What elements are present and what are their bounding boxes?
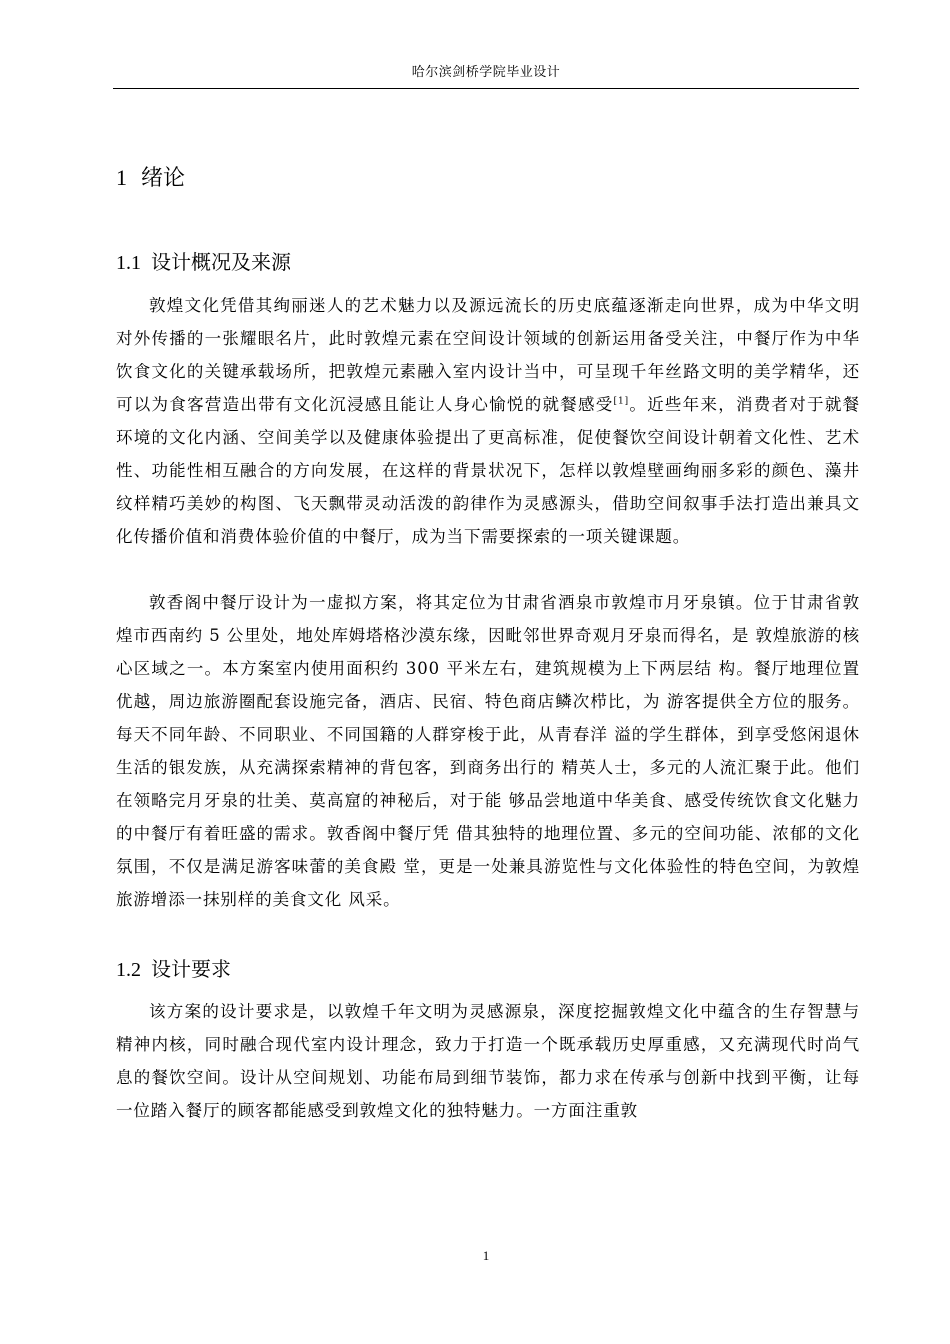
citation-ref: [1] [613,396,629,407]
body-paragraph [116,586,860,916]
paragraph-text: 敦香阁中餐厅设计为一虚拟方案，将其定位为甘肃省酒泉市敦煌市月牙泉镇。位于甘肃省敦煌市西南约 5 公里处，地处库姆塔格沙漠东缘，因毗邻世界奇观月牙泉而得名，是 敦煌旅游的核心区域之一。本方案室内使用面积约 300 平米左右，建筑规模为上下两层结 构。餐厅地理位置优越，周边旅游圈配套设施完备，酒店、民宿、特色商店鳞次栉比，为 游客提供全方位的服务。每天不同年龄、不同职业、不同国籍的人群穿梭于此，从青春洋 溢的学生群体，到享受悠闲退休生活的银发族，从充满探索精神的背包客，到商务出行的 精英人士，多元的人流汇聚于此。他们在领略完月牙泉的壮美、莫高窟的神秘后，对于能 够品尝地道中华美食、感受传统饮食文化魅力的中餐厅有着旺盛的需求。敦香阁中餐厅凭 借其独特的地理位置、多元的空间功能、浓郁的文化氛围，不仅是满足游客味蕾的美食殿 堂，更是一处兼具游览性与文化体验性的特色空间，为敦煌旅游增添一抹别样的美食文化 风采。 [116,593,860,909]
body-paragraph [116,289,860,553]
section-heading-1-2 [116,954,231,985]
section-title: 设计要求 [151,957,231,981]
chapter-heading [116,162,185,195]
section-title: 设计概况及来源 [151,250,291,274]
paragraph-text-continued: 。近些年来，消费者对于就餐环境的文化内涵、空间美学以及健康体验提出了更高标准，促使餐饮空间设计朝着文化性、艺术性、功能性相互融合的方向发展，在这样的背景状况下，怎样以敦煌壁画绚丽多彩的颜色、藻井纹样精巧美妙的构图、飞天飘带灵动活泼的韵律作为灵感源头，借助空间叙事手法打造出兼具文化传播价值和消费体验价值的中餐厅，成为当下需要探索的一项关键课题。 [116,395,861,546]
paragraph-text: 敦煌文化凭借其绚丽迷人的艺术魅力以及源远流长的历史底蕴逐渐走向世界，成为中华文明对外传播的一张耀眼名片，此时敦煌元素在空间设计领域的创新运用备受关注，中餐厅作为中华饮食文化的关键承载场所，把敦煌元素融入室内设计当中，可呈现千年丝路文明的美学精华，还可以为食客营造出带有文化沉浸感且能让人身心愉悦的就餐感受 [116,296,860,414]
section-number: 1.1 [116,252,141,274]
running-header: 哈尔滨剑桥学院毕业设计 [411,65,561,80]
chapter-title: 绪论 [141,166,186,191]
chapter-number: 1 [116,165,127,190]
body-paragraph [116,995,860,1127]
page-number: 1 [482,1248,490,1263]
header-rule [113,88,859,89]
section-heading-1-1 [116,247,291,278]
section-number: 1.2 [116,959,141,981]
paragraph-text: 该方案的设计要求是，以敦煌千年文明为灵感源泉，深度挖掘敦煌文化中蕴含的生存智慧与精神内核，同时融合现代室内设计理念，致力于打造一个既承载历史厚重感，又充满现代时尚气息的餐饮空间。设计从空间规划、功能布局到细节装饰，都力求在传承与创新中找到平衡，让每一位踏入餐厅的顾客都能感受到敦煌文化的独特魅力。一方面注重敦 [116,1002,860,1120]
